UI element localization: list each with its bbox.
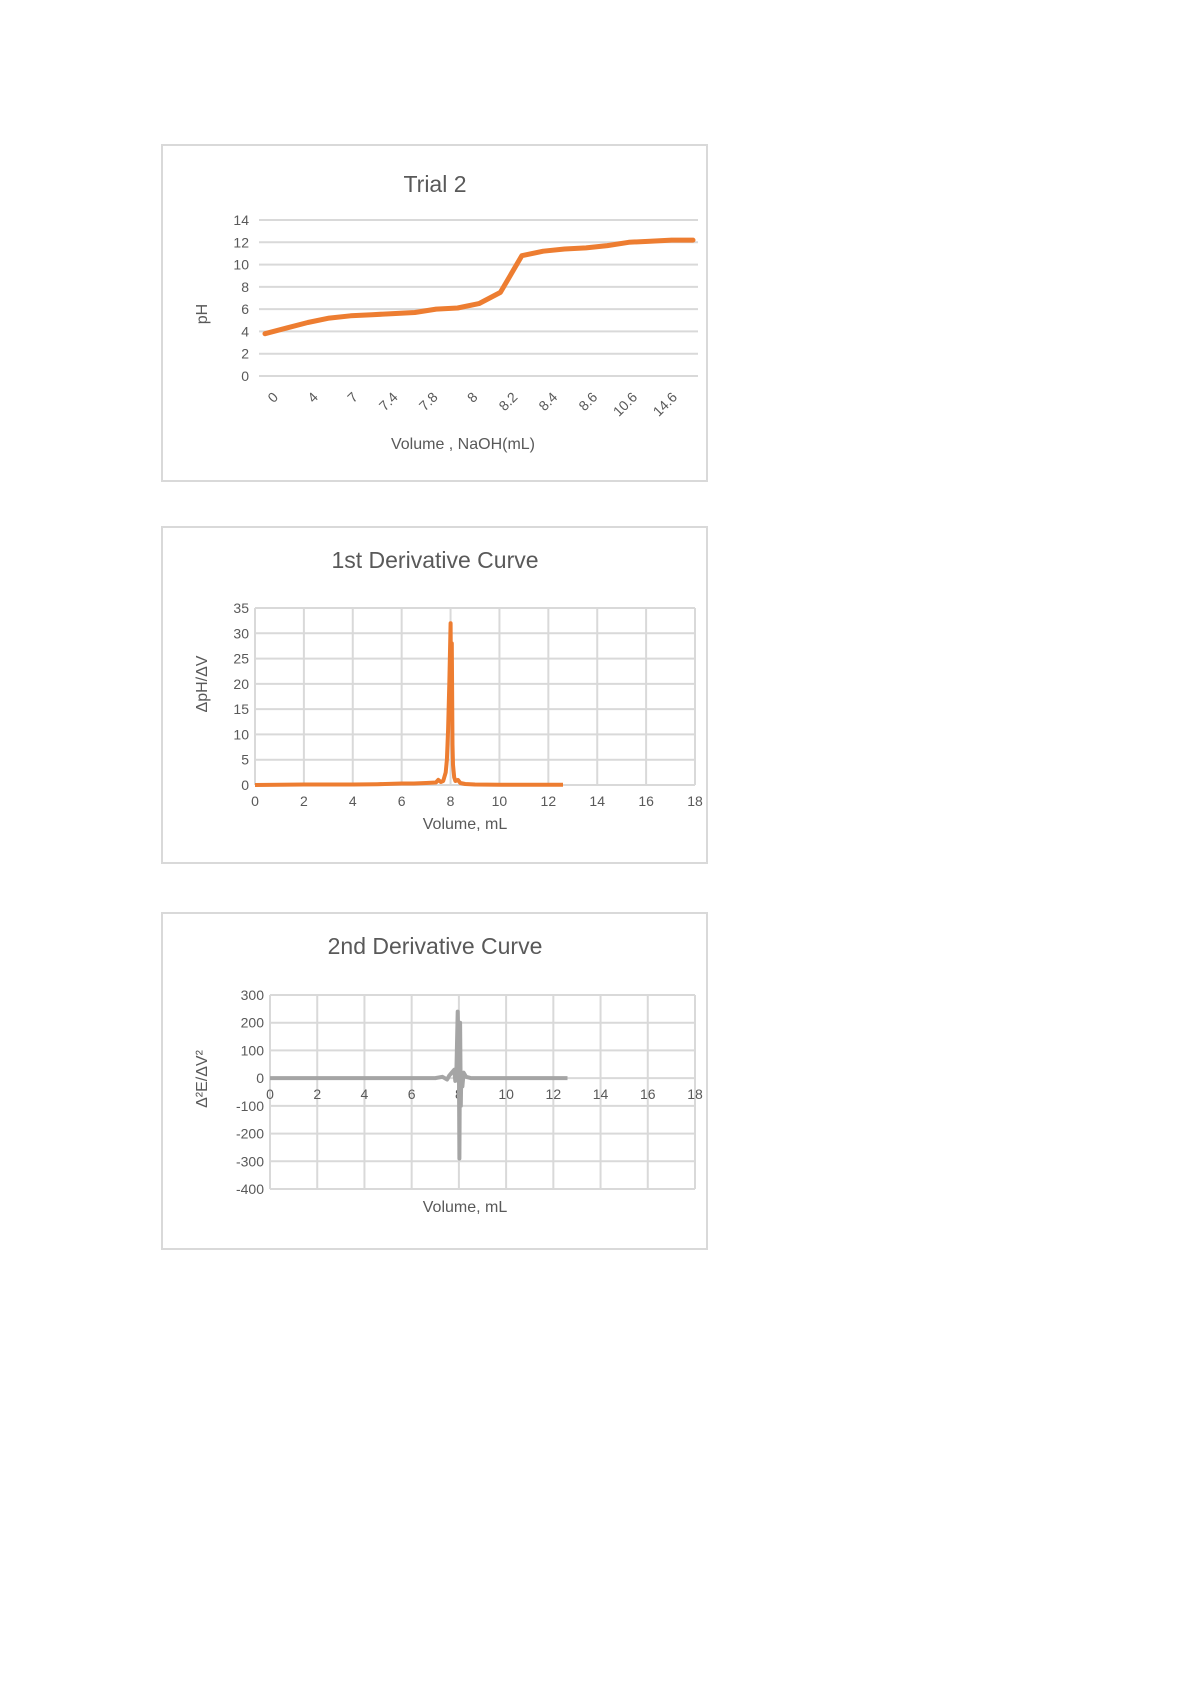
chart-title: Trial 2 [403, 171, 467, 197]
x-tick-label: 7 [344, 388, 361, 406]
x-tick-label: 14.6 [649, 388, 681, 420]
x-tick-label: 10.6 [609, 388, 641, 420]
y-tick-label: 8 [241, 278, 249, 295]
series-line [255, 623, 563, 785]
x-tick-label: 0 [266, 1086, 274, 1102]
trial-2-chart-svg [163, 146, 706, 480]
x-tick-label: 6 [407, 1086, 416, 1102]
x-tick-label: 4 [304, 388, 321, 406]
x-tick-label: 14 [589, 793, 606, 809]
x-tick-label: 0 [251, 793, 259, 809]
y-tick-label: 0 [241, 777, 249, 793]
x-tick-label: 16 [639, 1086, 656, 1102]
y-tick-label: 5 [241, 751, 249, 768]
y-tick-label: 30 [233, 625, 249, 642]
x-axis-label: Volume, mL [422, 1199, 508, 1216]
second-derivative-chart-svg [163, 914, 706, 1248]
x-tick-label: 8.2 [495, 388, 521, 414]
x-tick-label: 4 [360, 1086, 369, 1102]
y-axis-label: pH [194, 303, 211, 325]
x-tick-label: 12 [545, 1086, 562, 1102]
x-tick-label: 7.8 [415, 388, 441, 414]
x-tick-label: 8 [446, 793, 455, 809]
x-tick-label: 8.4 [535, 388, 561, 414]
y-tick-label: 15 [233, 701, 249, 718]
y-tick-label: 14 [233, 212, 249, 228]
y-tick-label: -400 [235, 1181, 264, 1197]
y-tick-label: 20 [233, 675, 249, 692]
y-tick-label: 300 [240, 987, 264, 1003]
x-tick-label: 16 [638, 793, 654, 809]
x-tick-label: 14 [592, 1086, 609, 1102]
chart-title: 2nd Derivative Curve [327, 933, 543, 959]
trial-2-chart [161, 144, 708, 482]
x-tick-label: 2 [313, 1086, 322, 1102]
y-tick-label: 100 [240, 1042, 264, 1059]
x-tick-label: 6 [397, 793, 406, 809]
y-tick-label: 6 [241, 301, 249, 318]
x-tick-label: 10 [491, 793, 508, 809]
x-tick-label: 18 [687, 1086, 703, 1102]
x-tick-label: 0 [264, 388, 282, 406]
x-tick-label: 8 [463, 388, 481, 406]
x-axis-label: Volume , NaOH(mL) [390, 436, 536, 453]
x-tick-label: 7.4 [375, 388, 401, 414]
x-tick-label: 4 [348, 793, 357, 809]
first-derivative-chart [161, 526, 708, 864]
x-tick-label: 12 [540, 793, 557, 809]
y-tick-label: -200 [235, 1125, 264, 1142]
y-tick-label: 10 [233, 256, 249, 273]
y-tick-label: 35 [233, 600, 249, 616]
x-axis-label: Volume, mL [422, 816, 508, 833]
x-tick-label: 18 [687, 793, 703, 809]
y-tick-label: 10 [233, 726, 249, 743]
chart-title: 1st Derivative Curve [331, 547, 539, 573]
y-tick-label: 12 [233, 234, 249, 251]
x-tick-label: 2 [299, 793, 308, 809]
x-tick-label: 10 [498, 1086, 514, 1102]
y-tick-label: 2 [241, 345, 249, 362]
y-axis-label: Δ²E/ΔV² [194, 1050, 211, 1108]
y-tick-label: -100 [235, 1097, 264, 1114]
first-derivative-chart-svg [163, 528, 706, 862]
second-derivative-chart [161, 912, 708, 1250]
y-tick-label: 25 [233, 650, 249, 667]
x-tick-label: 8.6 [575, 388, 601, 414]
x-tick-label: 8 [454, 1086, 463, 1102]
y-tick-label: 0 [256, 1070, 264, 1087]
y-tick-label: 0 [241, 368, 249, 384]
y-tick-label: 4 [241, 323, 249, 340]
y-tick-label: 200 [240, 1014, 264, 1031]
y-axis-label: ΔpH/ΔV [194, 655, 211, 713]
y-tick-label: -300 [235, 1153, 264, 1170]
